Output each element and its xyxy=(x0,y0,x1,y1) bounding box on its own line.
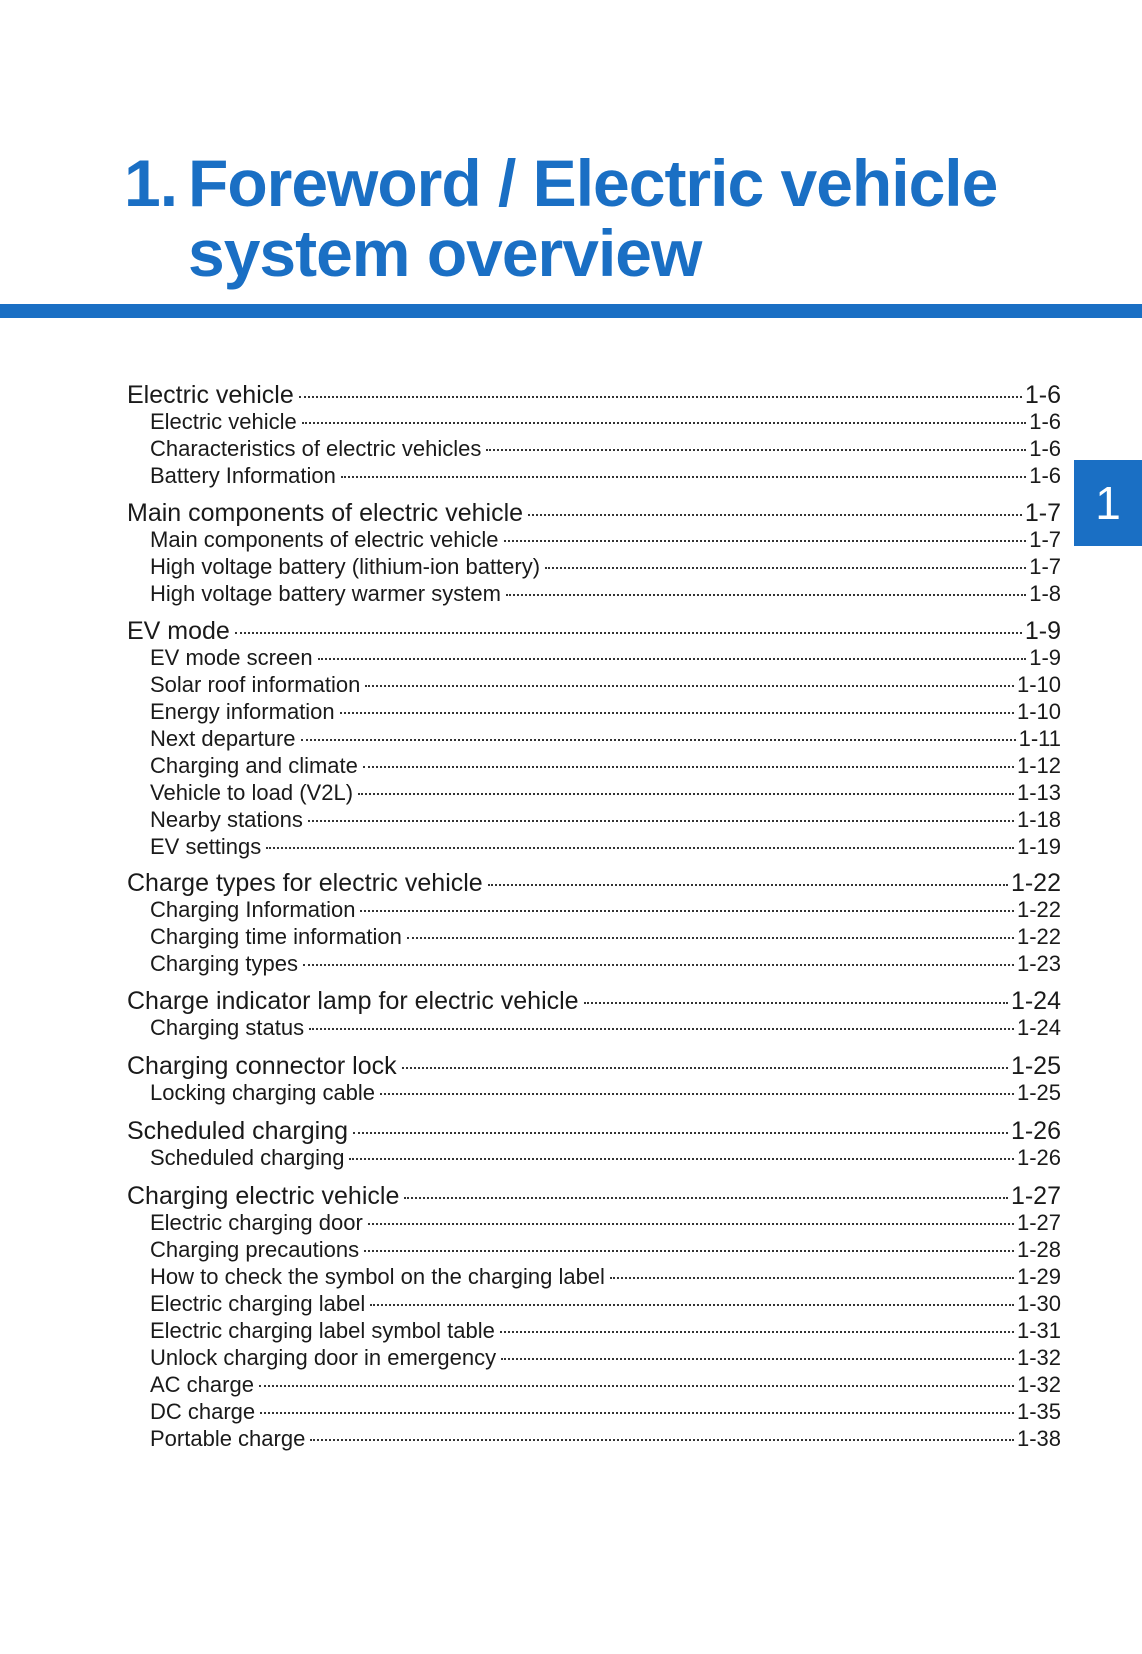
dot-leader xyxy=(504,540,1027,542)
toc-label: DC charge xyxy=(150,1399,256,1424)
toc-page: 1-27 xyxy=(1010,1182,1061,1210)
toc-page: 1-30 xyxy=(1016,1291,1061,1316)
dot-leader xyxy=(486,449,1026,451)
toc-page: 1-6 xyxy=(1029,436,1061,461)
dot-leader xyxy=(301,739,1016,741)
dot-leader xyxy=(368,1223,1014,1225)
toc-page: 1-25 xyxy=(1016,1080,1061,1105)
dot-leader xyxy=(404,1197,1008,1199)
dot-leader xyxy=(402,1067,1008,1069)
toc-label: Nearby stations xyxy=(150,807,303,832)
toc-label: Charging types xyxy=(150,951,298,976)
toc-entry-row[interactable] xyxy=(150,807,1061,834)
toc-entry-row[interactable] xyxy=(150,554,1061,581)
toc-entry-row[interactable] xyxy=(150,1372,1061,1399)
toc-entry-row[interactable] xyxy=(150,1145,1061,1172)
toc-label: Charging time information xyxy=(150,924,402,949)
toc-page: 1-10 xyxy=(1016,699,1061,724)
toc-page: 1-12 xyxy=(1016,753,1061,778)
toc-page: 1-38 xyxy=(1016,1426,1061,1451)
toc-entry-row[interactable] xyxy=(150,897,1061,924)
toc-label: Vehicle to load (V2L) xyxy=(150,780,354,805)
toc-label: Unlock charging door in emergency xyxy=(150,1345,497,1370)
chapter-number: 1. xyxy=(124,146,178,220)
toc-page: 1-22 xyxy=(1016,897,1061,922)
toc-page: 1-6 xyxy=(1024,381,1061,409)
toc-label: Charging and climate xyxy=(150,753,358,778)
toc-page: 1-25 xyxy=(1010,1052,1061,1080)
toc-label: Scheduled charging xyxy=(150,1145,345,1170)
toc-page: 1-13 xyxy=(1016,780,1061,805)
toc-page: 1-35 xyxy=(1016,1399,1061,1424)
toc-page: 1-32 xyxy=(1016,1345,1061,1370)
dot-leader xyxy=(266,847,1014,849)
toc-label: Main components of electric vehicle xyxy=(150,527,499,552)
dot-leader xyxy=(360,910,1014,912)
toc-page: 1-10 xyxy=(1016,672,1061,697)
toc-page: 1-6 xyxy=(1029,463,1061,488)
toc-label: Energy information xyxy=(150,699,335,724)
toc-page: 1-22 xyxy=(1016,924,1061,949)
toc-page: 1-26 xyxy=(1010,1117,1061,1145)
toc-label: Locking charging cable xyxy=(150,1080,376,1105)
dot-leader xyxy=(302,422,1026,424)
toc-entry-row[interactable] xyxy=(150,1399,1061,1426)
toc-entry-row[interactable] xyxy=(150,699,1061,726)
toc-section-row[interactable] xyxy=(127,1117,1061,1147)
dot-leader xyxy=(610,1277,1014,1279)
toc-entry-row[interactable] xyxy=(150,726,1061,753)
dot-leader xyxy=(528,514,1022,516)
dot-leader xyxy=(310,1439,1014,1441)
dot-leader xyxy=(506,594,1026,596)
toc-entry-row[interactable] xyxy=(150,409,1061,436)
dot-leader xyxy=(235,632,1022,634)
toc-label: Charge indicator lamp for electric vehicle xyxy=(127,987,579,1015)
dot-leader xyxy=(309,1028,1014,1030)
toc-page: 1-9 xyxy=(1029,645,1061,670)
toc-label: Charging connector lock xyxy=(127,1052,397,1080)
toc-page: 1-6 xyxy=(1029,409,1061,434)
toc-page: 1-11 xyxy=(1018,726,1061,751)
toc-entry-row[interactable] xyxy=(150,581,1061,608)
toc-label: Electric charging label symbol table xyxy=(150,1318,495,1343)
toc-label: Charging Information xyxy=(150,897,356,922)
dot-leader xyxy=(370,1304,1014,1306)
toc-page: 1-29 xyxy=(1016,1264,1061,1289)
dot-leader xyxy=(501,1358,1014,1360)
toc-section-row[interactable] xyxy=(127,987,1061,1017)
toc-entry-row[interactable] xyxy=(150,1291,1061,1318)
dot-leader xyxy=(488,884,1008,886)
toc-label: Next departure xyxy=(150,726,296,751)
dot-leader xyxy=(349,1158,1013,1160)
toc-entry-row[interactable] xyxy=(150,1210,1061,1237)
toc-label: High voltage battery warmer system xyxy=(150,581,501,606)
dot-leader xyxy=(308,820,1014,822)
toc-label: EV mode screen xyxy=(150,645,313,670)
toc-page: 1-24 xyxy=(1016,1015,1061,1040)
dot-leader xyxy=(353,1132,1008,1134)
dot-leader xyxy=(380,1093,1014,1095)
toc-label: Scheduled charging xyxy=(127,1117,348,1145)
dot-leader xyxy=(584,1002,1008,1004)
toc-page: 1-22 xyxy=(1010,869,1061,897)
toc-page: 1-26 xyxy=(1016,1145,1061,1170)
toc-page: 1-19 xyxy=(1016,834,1061,859)
chapter-tab: 1 xyxy=(1074,460,1142,546)
toc-label: Charging status xyxy=(150,1015,305,1040)
toc-page: 1-27 xyxy=(1016,1210,1061,1235)
dot-leader xyxy=(299,396,1022,398)
toc-entry-row[interactable] xyxy=(150,1426,1061,1453)
toc-label: Electric charging label xyxy=(150,1291,366,1316)
toc-label: Charge types for electric vehicle xyxy=(127,869,483,897)
toc-entry-row[interactable] xyxy=(150,1318,1061,1345)
dot-leader xyxy=(260,1412,1014,1414)
dot-leader xyxy=(259,1385,1014,1387)
toc-page: 1-7 xyxy=(1024,499,1061,527)
toc-label: EV settings xyxy=(150,834,262,859)
toc-page: 1-32 xyxy=(1016,1372,1061,1397)
toc-section-row[interactable] xyxy=(127,1182,1061,1212)
toc-entry-row[interactable] xyxy=(150,527,1061,554)
toc-label: Solar roof information xyxy=(150,672,361,697)
toc-label: Portable charge xyxy=(150,1426,306,1451)
toc-page: 1-8 xyxy=(1029,581,1061,606)
toc-entry-row[interactable] xyxy=(150,834,1061,861)
dot-leader xyxy=(407,937,1014,939)
toc-entry-row[interactable] xyxy=(150,436,1061,463)
toc-label: Battery Information xyxy=(150,463,336,488)
toc-label: Charging precautions xyxy=(150,1237,360,1262)
toc-entry-row[interactable] xyxy=(150,1015,1061,1042)
toc-label: Electric vehicle xyxy=(150,409,297,434)
toc-label: Charging electric vehicle xyxy=(127,1182,400,1210)
toc-page: 1-7 xyxy=(1029,554,1061,579)
toc-label: How to check the symbol on the charging label xyxy=(150,1264,605,1289)
page-title: Foreword / Electric vehicle system overview xyxy=(188,146,998,290)
toc-section-row[interactable] xyxy=(127,869,1061,899)
toc-entry-row[interactable] xyxy=(150,951,1061,978)
dot-leader xyxy=(364,1250,1014,1252)
toc-section-row[interactable] xyxy=(127,617,1061,647)
dot-leader xyxy=(303,964,1014,966)
toc-entry-row[interactable] xyxy=(150,1080,1061,1107)
toc-section-row[interactable] xyxy=(127,499,1061,529)
toc-entry-row[interactable] xyxy=(150,645,1061,672)
dot-leader xyxy=(341,476,1026,478)
toc-entry-row[interactable] xyxy=(150,672,1061,699)
toc-label: Main components of electric vehicle xyxy=(127,499,524,527)
toc-entry-row[interactable] xyxy=(150,753,1061,780)
toc-label: AC charge xyxy=(150,1372,254,1397)
toc-label: Electric vehicle xyxy=(127,381,294,409)
toc-section-row[interactable] xyxy=(127,381,1061,411)
toc-section-row[interactable] xyxy=(127,1052,1061,1082)
toc-label: EV mode xyxy=(127,617,230,645)
dot-leader xyxy=(363,766,1014,768)
toc-entry-row[interactable] xyxy=(150,1264,1061,1291)
toc-page: 1-7 xyxy=(1029,527,1061,552)
toc-label: Characteristics of electric vehicles xyxy=(150,436,482,461)
toc-entry-row[interactable] xyxy=(150,1237,1061,1264)
toc-page: 1-18 xyxy=(1016,807,1061,832)
toc-entry-row[interactable] xyxy=(150,924,1061,951)
toc-label: Electric charging door xyxy=(150,1210,363,1235)
toc-page: 1-23 xyxy=(1016,951,1061,976)
toc-entry-row[interactable] xyxy=(150,780,1061,807)
dot-leader xyxy=(318,658,1027,660)
toc-page: 1-9 xyxy=(1024,617,1061,645)
toc-page: 1-28 xyxy=(1016,1237,1061,1262)
toc-label: High voltage battery (lithium-ion battery) xyxy=(150,554,541,579)
toc-entry-row[interactable] xyxy=(150,1345,1061,1372)
dot-leader xyxy=(545,567,1026,569)
dot-leader xyxy=(365,685,1014,687)
dot-leader xyxy=(500,1331,1014,1333)
toc-page: 1-24 xyxy=(1010,987,1061,1015)
dot-leader xyxy=(358,793,1014,795)
toc-entry-row[interactable] xyxy=(150,463,1061,490)
dot-leader xyxy=(340,712,1014,714)
toc-page: 1-31 xyxy=(1016,1318,1061,1343)
